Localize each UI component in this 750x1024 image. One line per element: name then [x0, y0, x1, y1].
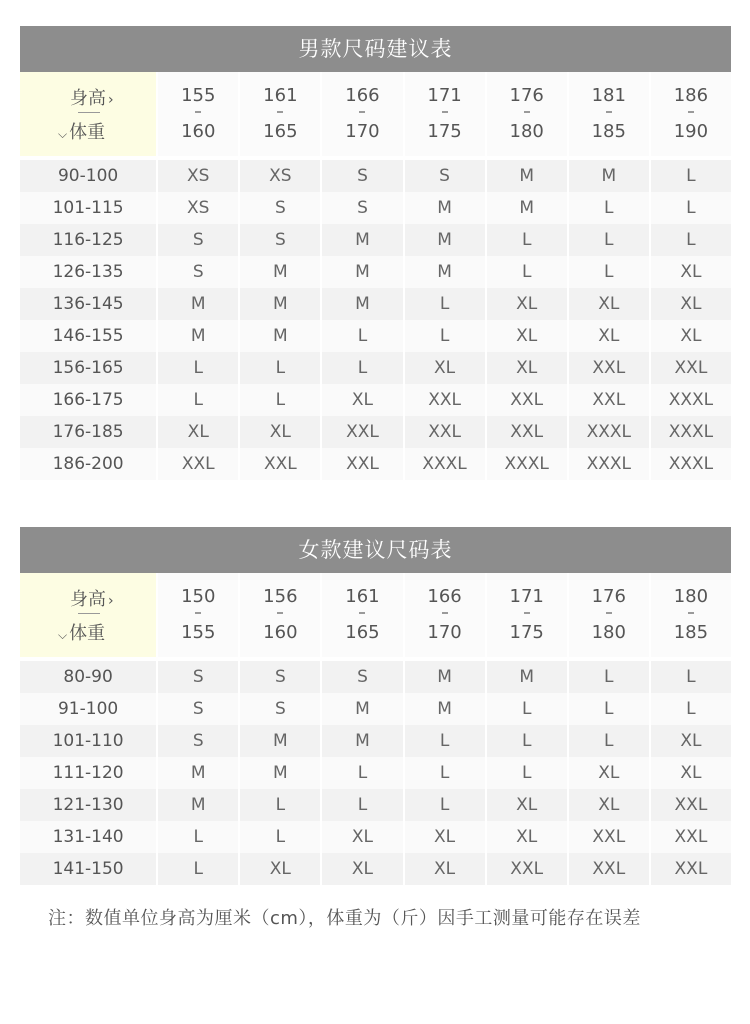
size-cell: L	[405, 288, 485, 320]
size-cell: XXL	[487, 853, 567, 885]
size-cell: S	[158, 224, 238, 256]
weight-range-cell: 121-130	[20, 789, 156, 821]
size-cell: L	[240, 384, 320, 416]
size-cell: L	[405, 320, 485, 352]
height-range	[510, 588, 544, 642]
weight-axis-label: ⌵ 体重	[58, 623, 106, 644]
range-dash	[606, 111, 612, 117]
size-cell: S	[158, 725, 238, 757]
height-range-header	[487, 72, 567, 156]
height-range-max: 170	[345, 121, 380, 142]
size-cell: M	[487, 160, 567, 192]
chevron-right-icon: ›	[108, 593, 114, 609]
height-range	[263, 87, 297, 141]
height-range-max: 165	[345, 622, 380, 643]
weight-range-cell: 136-145	[20, 288, 156, 320]
women-table-body	[20, 661, 731, 885]
size-cell: XL	[569, 288, 649, 320]
height-range	[181, 87, 215, 141]
table-row	[20, 693, 731, 725]
range-dash	[688, 111, 694, 117]
size-cell: M	[322, 224, 402, 256]
table-row	[20, 416, 731, 448]
size-cell: M	[158, 288, 238, 320]
height-range	[510, 87, 544, 141]
size-cell: XXL	[158, 448, 238, 480]
size-cell: L	[240, 789, 320, 821]
height-range-max: 175	[509, 622, 544, 643]
size-cell: S	[240, 661, 320, 693]
size-cell: XXXL	[405, 448, 485, 480]
size-cell: XL	[405, 821, 485, 853]
height-range-header	[651, 573, 731, 657]
size-cell: L	[322, 757, 402, 789]
table-row	[20, 352, 731, 384]
size-cell: L	[569, 256, 649, 288]
size-cell: M	[240, 757, 320, 789]
size-cell: S	[158, 661, 238, 693]
size-cell: XL	[487, 288, 567, 320]
chevron-right-icon: ›	[108, 92, 114, 108]
weight-range-cell: 90-100	[20, 160, 156, 192]
size-cell: L	[405, 757, 485, 789]
height-range-max: 165	[263, 121, 298, 142]
table-row	[20, 160, 731, 192]
size-cell: S	[240, 693, 320, 725]
size-cell: S	[322, 661, 402, 693]
weight-range-cell: 141-150	[20, 853, 156, 885]
men-corner-cell	[20, 72, 156, 156]
height-range-min: 171	[427, 85, 462, 106]
size-cell: L	[487, 757, 567, 789]
size-cell: XL	[405, 853, 485, 885]
size-cell: S	[322, 160, 402, 192]
table-row	[20, 224, 731, 256]
size-cell: S	[240, 192, 320, 224]
range-dash	[688, 612, 694, 618]
size-cell: L	[158, 853, 238, 885]
height-range-max: 185	[591, 121, 626, 142]
height-range-header	[158, 72, 238, 156]
size-cell: L	[569, 661, 649, 693]
height-range-min: 176	[591, 586, 626, 607]
size-cell: L	[569, 192, 649, 224]
size-cell: S	[158, 256, 238, 288]
table-row	[20, 288, 731, 320]
range-dash	[195, 612, 201, 618]
height-range-max: 160	[263, 622, 298, 643]
height-range-min: 186	[673, 85, 709, 106]
size-cell: XXL	[240, 448, 320, 480]
height-range-max: 170	[427, 622, 462, 643]
weight-range-cell: 91-100	[20, 693, 156, 725]
height-range-header	[569, 72, 649, 156]
size-cell: XXXL	[651, 416, 731, 448]
range-dash	[277, 612, 283, 618]
size-cell: XL	[569, 757, 649, 789]
height-range	[345, 87, 379, 141]
size-cell: XXXL	[651, 384, 731, 416]
women-size-table	[18, 573, 733, 885]
size-cell: XL	[651, 288, 731, 320]
size-cell: M	[158, 320, 238, 352]
height-range	[427, 87, 461, 141]
size-cell: M	[158, 789, 238, 821]
size-cell: L	[569, 725, 649, 757]
height-range-min: 171	[509, 586, 544, 607]
size-cell: XXL	[651, 352, 731, 384]
height-range-min: 166	[345, 85, 380, 106]
height-range-min: 166	[427, 586, 462, 607]
weight-range-cell: 156-165	[20, 352, 156, 384]
height-axis-label: 身高 ›	[70, 88, 114, 109]
range-dash	[442, 612, 448, 618]
size-cell: XXL	[322, 416, 402, 448]
women-chart-title: 女款建议尺码表	[20, 527, 731, 573]
size-cell: M	[569, 160, 649, 192]
size-cell: XXXL	[487, 448, 567, 480]
size-cell: XL	[487, 821, 567, 853]
size-cell: M	[405, 693, 485, 725]
size-cell: XXL	[487, 416, 567, 448]
size-cell: XXL	[322, 448, 402, 480]
weight-range-cell: 186-200	[20, 448, 156, 480]
size-cell: S	[158, 693, 238, 725]
size-cell: XXL	[405, 384, 485, 416]
size-cell: XXL	[569, 821, 649, 853]
size-cell: M	[405, 224, 485, 256]
range-dash	[442, 111, 448, 117]
women-size-chart	[20, 527, 731, 885]
size-cell: XL	[651, 725, 731, 757]
height-range-min: 161	[263, 85, 298, 106]
height-range-min: 181	[591, 85, 626, 106]
size-cell: M	[405, 256, 485, 288]
height-range	[592, 87, 626, 141]
height-range-max: 190	[673, 121, 709, 142]
height-range-header	[240, 72, 320, 156]
table-row	[20, 448, 731, 480]
size-cell: XS	[158, 160, 238, 192]
height-range	[427, 588, 461, 642]
size-cell: L	[405, 789, 485, 821]
weight-range-cell: 101-115	[20, 192, 156, 224]
range-dash	[359, 111, 365, 117]
measurement-note: 注：数值单位身高为厘米（cm），体重为（斤）因手工测量可能存在误差	[48, 908, 641, 929]
height-range-header	[487, 573, 567, 657]
size-cell: L	[651, 192, 731, 224]
size-cell: XL	[158, 416, 238, 448]
range-dash	[359, 612, 365, 618]
height-range-header	[158, 573, 238, 657]
height-range	[263, 588, 297, 642]
table-row	[20, 789, 731, 821]
men-size-table	[18, 72, 733, 480]
range-dash	[277, 111, 283, 117]
size-cell: L	[487, 224, 567, 256]
height-range-min: 161	[345, 586, 380, 607]
range-dash	[195, 111, 201, 117]
size-cell: L	[487, 725, 567, 757]
size-cell: XXL	[487, 384, 567, 416]
men-size-chart	[20, 26, 731, 480]
height-range-max: 180	[591, 622, 626, 643]
height-range-max: 185	[673, 622, 709, 643]
height-range-max: 160	[181, 121, 216, 142]
size-cell: S	[405, 160, 485, 192]
size-cell: XXL	[651, 853, 731, 885]
size-cell: M	[322, 725, 402, 757]
height-axis-label: 身高 ›	[70, 589, 114, 610]
height-range-header	[569, 573, 649, 657]
men-table-body	[20, 160, 731, 480]
size-cell: XXXL	[651, 448, 731, 480]
women-corner-cell	[20, 573, 156, 657]
table-row	[20, 320, 731, 352]
height-range	[674, 588, 708, 642]
size-cell: S	[322, 192, 402, 224]
weight-range-cell: 111-120	[20, 757, 156, 789]
height-range-min: 180	[673, 586, 709, 607]
size-cell: L	[487, 693, 567, 725]
size-cell: XS	[158, 192, 238, 224]
height-range-max: 155	[181, 622, 216, 643]
size-cell: XL	[322, 821, 402, 853]
size-cell: XL	[651, 256, 731, 288]
size-cell: L	[322, 789, 402, 821]
table-row	[20, 853, 731, 885]
height-range-header	[405, 573, 485, 657]
height-range-min: 176	[509, 85, 544, 106]
chevron-down-icon: ⌵	[58, 628, 68, 642]
size-cell: M	[322, 288, 402, 320]
size-cell: XL	[322, 384, 402, 416]
size-cell: M	[405, 192, 485, 224]
size-cell: M	[240, 320, 320, 352]
weight-range-cell: 116-125	[20, 224, 156, 256]
table-row	[20, 757, 731, 789]
size-cell: M	[322, 693, 402, 725]
height-range-min: 150	[181, 586, 216, 607]
height-range-header	[322, 72, 402, 156]
size-cell: M	[240, 256, 320, 288]
size-cell: M	[487, 192, 567, 224]
size-cell: XXL	[569, 352, 649, 384]
table-row	[20, 725, 731, 757]
range-dash	[524, 111, 530, 117]
weight-range-cell: 101-110	[20, 725, 156, 757]
height-range-min: 156	[263, 586, 298, 607]
size-cell: L	[158, 821, 238, 853]
weight-range-cell: 166-175	[20, 384, 156, 416]
height-range-min: 155	[181, 85, 216, 106]
table-row	[20, 256, 731, 288]
men-chart-title: 男款尺码建议表	[20, 26, 731, 72]
size-cell: XXL	[405, 416, 485, 448]
height-range-header	[405, 72, 485, 156]
weight-range-cell: 146-155	[20, 320, 156, 352]
size-cell: XL	[240, 853, 320, 885]
size-cell: XXL	[569, 853, 649, 885]
size-cell: M	[240, 288, 320, 320]
size-cell: L	[240, 821, 320, 853]
height-range-header	[322, 573, 402, 657]
table-row	[20, 384, 731, 416]
size-cell: L	[405, 725, 485, 757]
height-range	[345, 588, 379, 642]
table-row	[20, 192, 731, 224]
size-cell: XS	[240, 160, 320, 192]
size-cell: L	[322, 352, 402, 384]
divider	[78, 613, 100, 614]
size-cell: XXL	[651, 821, 731, 853]
size-cell: XL	[240, 416, 320, 448]
size-cell: L	[569, 224, 649, 256]
size-cell: M	[405, 661, 485, 693]
height-range-header	[240, 573, 320, 657]
table-row	[20, 821, 731, 853]
weight-range-cell: 131-140	[20, 821, 156, 853]
men-header-row	[20, 72, 731, 156]
size-cell: XL	[569, 789, 649, 821]
size-cell: L	[158, 352, 238, 384]
size-cell: XXXL	[569, 448, 649, 480]
size-cell: L	[240, 352, 320, 384]
size-cell: XL	[487, 352, 567, 384]
size-cell: XXL	[569, 384, 649, 416]
women-header-row	[20, 573, 731, 657]
size-cell: XL	[322, 853, 402, 885]
size-cell: XL	[569, 320, 649, 352]
range-dash	[606, 612, 612, 618]
range-dash	[524, 612, 530, 618]
size-cell: L	[158, 384, 238, 416]
size-cell: M	[240, 725, 320, 757]
height-range	[674, 87, 708, 141]
height-range	[181, 588, 215, 642]
size-cell: XL	[651, 757, 731, 789]
divider	[78, 112, 100, 113]
size-cell: L	[322, 320, 402, 352]
weight-axis-label: ⌵ 体重	[58, 122, 106, 143]
size-cell: XL	[487, 320, 567, 352]
weight-range-cell: 80-90	[20, 661, 156, 693]
size-cell: L	[651, 661, 731, 693]
height-range-max: 180	[509, 121, 544, 142]
size-cell: M	[158, 757, 238, 789]
size-cell: L	[651, 693, 731, 725]
size-cell: XL	[651, 320, 731, 352]
size-cell: L	[651, 160, 731, 192]
size-cell: L	[569, 693, 649, 725]
size-cell: XL	[487, 789, 567, 821]
size-cell: XXXL	[569, 416, 649, 448]
chevron-down-icon: ⌵	[58, 127, 68, 141]
weight-range-cell: 126-135	[20, 256, 156, 288]
height-range-header	[651, 72, 731, 156]
size-cell: M	[322, 256, 402, 288]
table-row	[20, 661, 731, 693]
size-cell: XL	[405, 352, 485, 384]
weight-range-cell: 176-185	[20, 416, 156, 448]
size-cell: L	[651, 224, 731, 256]
size-cell: S	[240, 224, 320, 256]
height-range-max: 175	[427, 121, 462, 142]
size-cell: XXL	[651, 789, 731, 821]
height-range	[592, 588, 626, 642]
size-cell: M	[487, 661, 567, 693]
size-cell: L	[487, 256, 567, 288]
